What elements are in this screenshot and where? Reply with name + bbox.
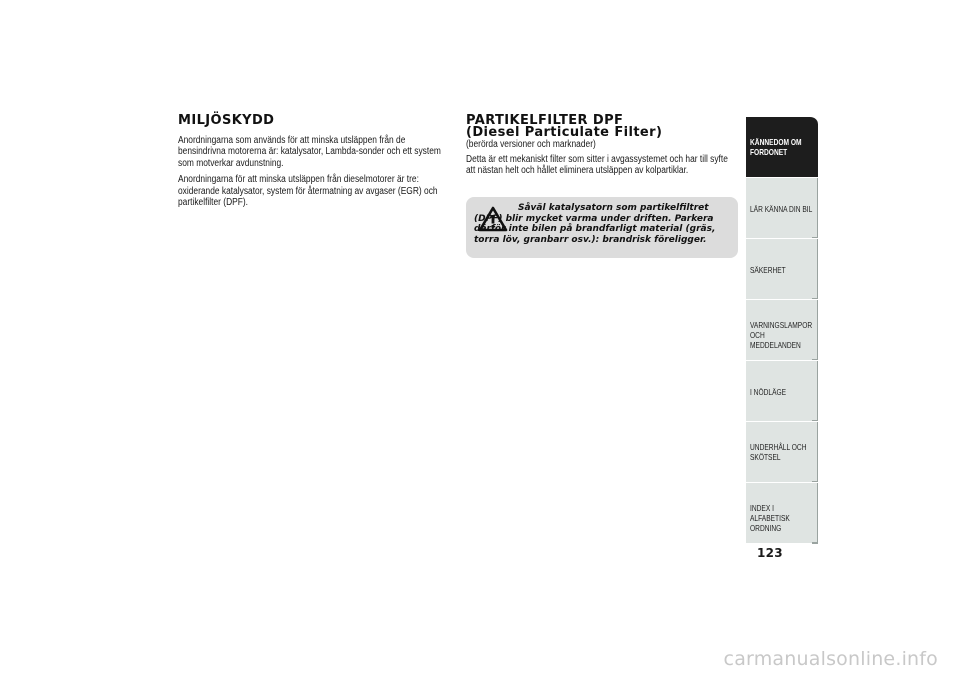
paragraph-petrol-engines: Anordningarna som används för att minska utsläppen från de bensindrivna motorerna är: katalysator, Lambda-sonder och ett system som motverkar avdunstning. <box>178 135 441 169</box>
warning-text: Såväl katalysatorn som partikelfiltret (DPF) blir mycket varma under driften. Parkera därför inte bilen på brandfarligt material (gräs, torra löv, granbarr osv.): brandrisk föreligger. <box>474 203 716 245</box>
tab-label-line2: SKÖTSEL <box>750 452 781 462</box>
section-title-dpf <box>466 115 738 139</box>
section-title-dpf-line2: (Diesel Particulate Filter) <box>466 125 663 140</box>
tab-label <box>750 503 812 533</box>
tab-label <box>750 204 812 214</box>
tab-label <box>750 387 812 397</box>
tab-label <box>750 442 812 462</box>
environment-section <box>178 115 450 213</box>
tab-label-line2: OCH MEDDELANDEN <box>750 330 801 350</box>
tab-label-line2: FORDONET <box>750 147 788 157</box>
tab-label <box>750 265 812 275</box>
tab-label <box>750 320 812 350</box>
paragraph-dpf-description: Detta är ett mekaniskt filter som sitter i avgassystemet och har till syfte att nästan helt och hållet eliminera utsläppen av kolpartiklar. <box>466 154 728 176</box>
section-title-dpf-line1: PARTIKELFILTER DPF <box>466 113 624 128</box>
section-title-miljoskydd: MILJÖSKYDD <box>178 113 275 128</box>
tab-label-line1: UNDERHÅLL OCH <box>750 442 807 452</box>
tab-label-line1: INDEX I ALFABETISK <box>750 503 790 523</box>
tab-label-line1: SÄKERHET <box>750 265 786 275</box>
tab-sakerhet[interactable] <box>746 238 818 299</box>
warning-box <box>466 197 738 258</box>
tab-label <box>750 137 812 157</box>
versions-note: (berörda versioner och marknader) <box>466 139 596 150</box>
tab-label-line1: KÄNNEDOM OM <box>750 137 802 147</box>
tab-label-line1: I NÖDLÄGE <box>750 387 787 397</box>
tab-lar-kanna-din-bil[interactable] <box>746 177 818 238</box>
tab-i-nodlage[interactable] <box>746 360 818 421</box>
paragraph-diesel-engines: Anordningarna för att minska utsläppen från dieselmotorer är tre: oxiderande katalysator, system för återmatning av avgaser (EGR) och partikelfilter (DPF). <box>178 174 438 209</box>
tab-label-line2: ORDNING <box>750 523 782 533</box>
tab-kannedom-om-fordonet[interactable] <box>746 116 818 177</box>
tab-index-i-alfabetisk-ordning[interactable] <box>746 482 818 543</box>
page-number: 123 <box>757 546 783 560</box>
dpf-section <box>466 115 738 180</box>
tab-underhall-och-skotsel[interactable] <box>746 421 818 482</box>
tab-label-line1: VARNINGSLAMPOR <box>750 320 813 330</box>
tab-label-line1: LÄR KÄNNA DIN BIL <box>750 204 813 214</box>
tab-varningslampor[interactable] <box>746 299 818 360</box>
watermark-text: carmanualsonline.info <box>723 648 938 670</box>
